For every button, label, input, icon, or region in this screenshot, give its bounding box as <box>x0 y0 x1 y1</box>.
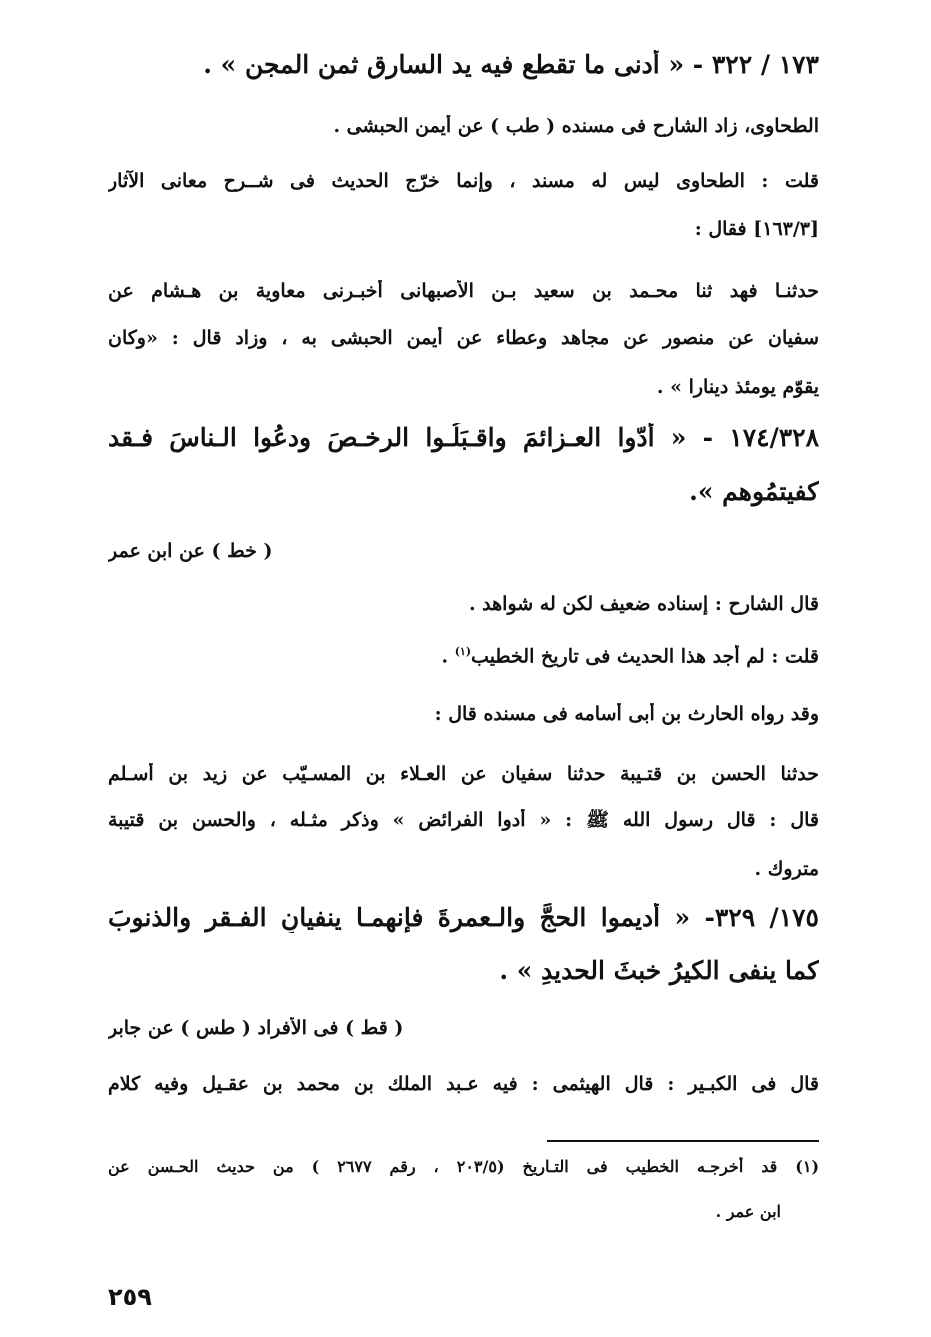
qult-line <box>108 645 819 668</box>
kabir-line: قال فى الكبـير : قال الهيثمى : فيه عـبد الملك بن محمد بن عقـيل وفيه كلام <box>108 1073 819 1095</box>
hadith-175-source: ( قط ) فى الأفراد ( طس ) عن جابر <box>108 1017 404 1039</box>
page-number: ٢٥٩ <box>108 1283 152 1311</box>
hadith-174-line-2: كفيتمُوهم ». <box>689 477 819 506</box>
isnad-line-2: سفيان عن منصور عن مجاهد وعطاء عن أيمن الحبشى به ، وزاد قال : «وكان <box>108 327 819 349</box>
hadith-174-line-1: ١٧٤/٣٢٨ - « أدّوا العـزائمَ واقـبَلُـوا الرخـصَ ودعُوا الـناسَ فـقد <box>108 423 819 452</box>
isnad2-line-1: حدثنا الحسن بن قتـيبة حدثنا سفيان عن العـلاء بن المسـيّب عن زيد بن أسـلم <box>108 763 819 785</box>
footnote-line-2: ابن عمر . <box>715 1202 781 1221</box>
footnote-marker: (١) <box>454 645 472 658</box>
footnote-separator <box>547 1140 819 1142</box>
isnad-line-1: حدثنـا فهد ثنا محـمد بن سعيد بـن الأصبهانى أخبـرنى معاوية بن هـشام عن <box>108 280 819 302</box>
hadith-173-line-1: ١٧٣ / ٣٢٢ - « أدنى ما تقطع فيه يد السارق ثمن المجن » . <box>203 50 819 79</box>
sharih-comment: قال الشارح : إسناده ضعيف لكن له شواهد . <box>468 593 819 615</box>
isnad-line-3: يقوّم يومئذ دينارا » . <box>656 376 819 398</box>
hadith-175-line-2: كما ينفى الكيرُ خبثَ الحديدِ » . <box>499 956 819 985</box>
source-line: الطحاوى، زاد الشارح فى مسنده ( طب ) عن أيمن الحبشى . <box>333 115 819 137</box>
harith-line: وقد رواه الحارث بن أبى أسامه فى مسنده قال : <box>434 703 819 725</box>
comment-line-1: قلت : الطحاوى ليس له مسند ، وإنما خرّج الحديث فى شــرح معانى الآثار <box>108 170 819 192</box>
hadith-175-line-1: ١٧٥/ ٣٢٩- « أديموا الحجَّ والـعمرةَ فإنهمـا ينفيانِ الفـقر والذنوبَ <box>108 903 819 932</box>
hadith-174-source: ( خط ) عن ابن عمر <box>108 540 273 562</box>
qult-text: قلت : لم أجد هذا الحديث فى تاريخ الخطيب <box>471 645 819 668</box>
footnote-line-1: (١) قد أخرجـه الخطيب فى التـاريخ (٢٠٣/٥ ، رقم ٢٦٧٧ ) من حديث الحـسن عن <box>108 1157 819 1176</box>
qult-end: . <box>441 645 455 668</box>
isnad2-line-2: قال : قال رسول الله ﷺ : « أدوا الفرائض » وذكر مثـله ، والحسن بن قتيبة <box>108 809 819 831</box>
isnad2-line-3: متروك . <box>754 858 819 880</box>
comment-line-2: [١٦٣/٣] فقال : <box>694 218 819 240</box>
